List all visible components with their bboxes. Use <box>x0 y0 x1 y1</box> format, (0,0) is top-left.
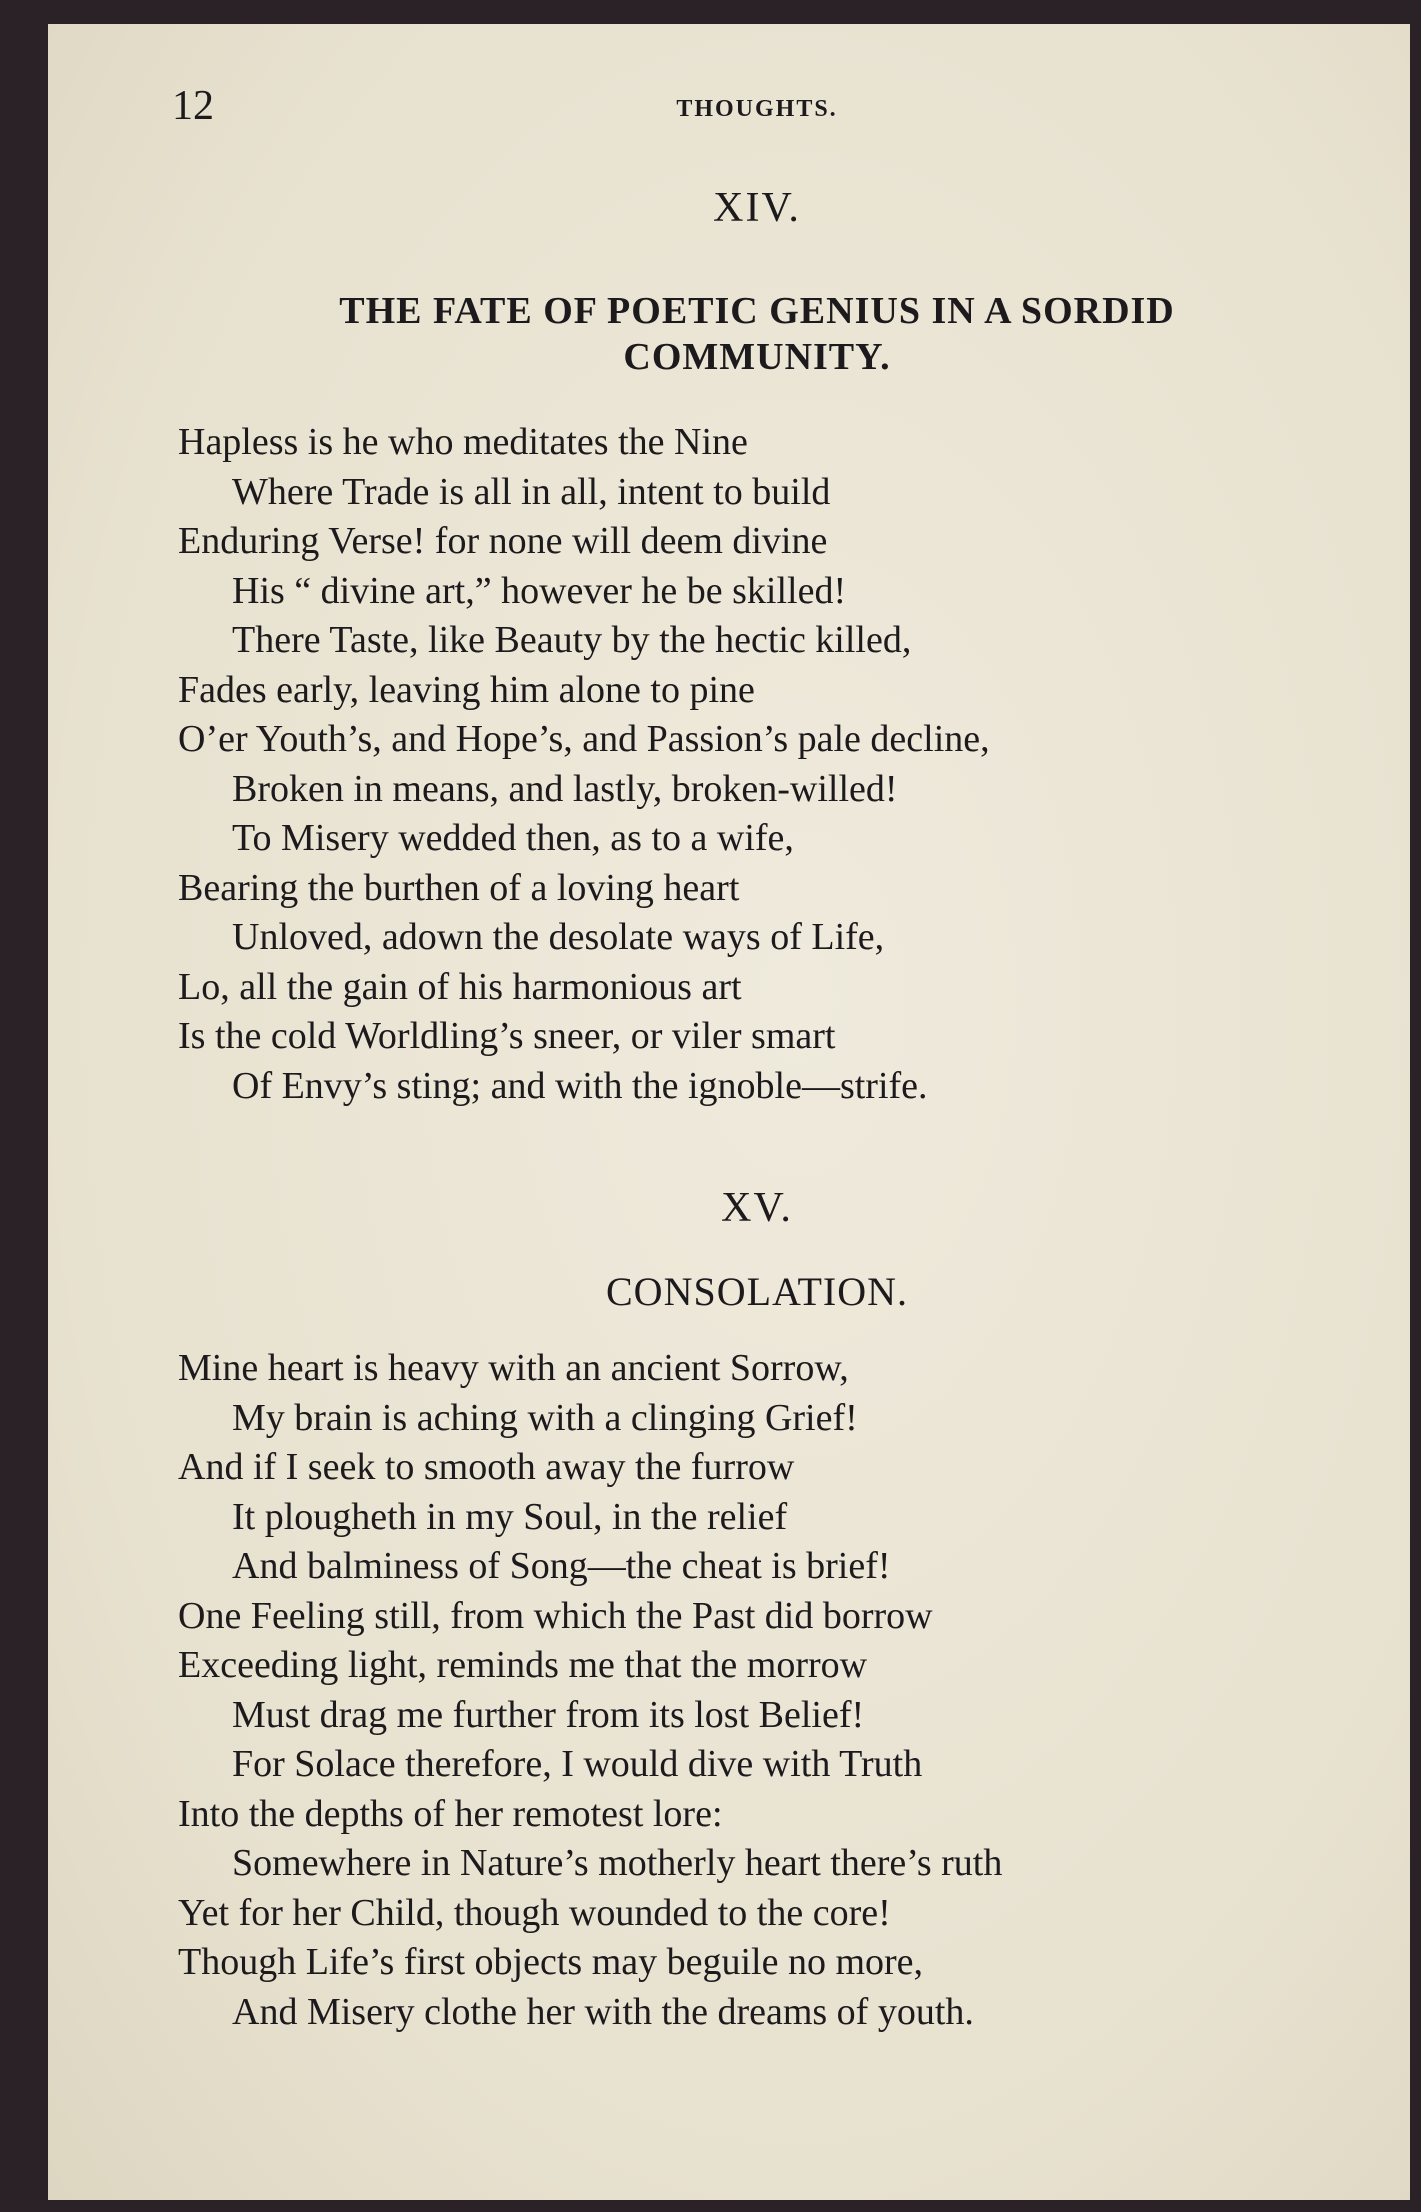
poem-line: It plougheth in my Soul, in the relief <box>232 1495 788 1538</box>
poem-line: O’er Youth’s, and Hope’s, and Passion’s pale decline, <box>178 718 990 760</box>
section-numeral: XIV. <box>713 185 801 231</box>
poem-line: Exceeding light, reminds me that the morrow <box>178 1644 868 1686</box>
poem-line: Into the depths of her remotest lore: <box>178 1792 723 1835</box>
poem-line: Somewhere in Nature’s motherly heart there’s ruth <box>232 1842 1003 1884</box>
poem-line: Enduring Verse! for none will deem divine <box>178 520 828 562</box>
poem-line: And Misery clothe her with the dreams of youth. <box>232 1990 974 2033</box>
poem-line: To Misery wedded then, as to a wife, <box>232 817 794 859</box>
page-number: 12 <box>172 83 214 129</box>
section-title-line: THE FATE OF POETIC GENIUS IN A SORDID <box>339 290 1175 332</box>
poem-line: Hapless is he who meditates the Nine <box>178 421 748 463</box>
poem-line: Of Envy’s sting; and with the ignoble—strife. <box>232 1064 928 1107</box>
section-title: CONSOLATION. <box>606 1269 908 1314</box>
poem-line: Is the cold Worldling’s sneer, or viler smart <box>178 1015 836 1057</box>
poem-line: His “ divine art,” however he be skilled! <box>232 569 847 612</box>
poem-line: One Feeling still, from which the Past did borrow <box>178 1594 933 1637</box>
poem-stanza <box>178 1344 1358 2037</box>
section-title <box>172 288 1342 380</box>
section-numeral: XV. <box>721 1185 793 1231</box>
poem-line: Where Trade is all in all, intent to build <box>232 470 831 513</box>
poem-line: Yet for her Child, though wounded to the core! <box>178 1891 891 1934</box>
poem-line: Lo, all the gain of his harmonious art <box>178 965 742 1008</box>
poem-line: Broken in means, and lastly, broken-willed! <box>232 767 898 810</box>
poem-line: Must drag me further from its lost Belief! <box>232 1693 865 1736</box>
poem-line: Bearing the burthen of a loving heart <box>178 866 740 909</box>
running-title: THOUGHTS. <box>676 96 838 122</box>
poem-line: For Solace therefore, I would dive with Truth <box>232 1743 923 1785</box>
poem-line: Unloved, adown the desolate ways of Life, <box>232 916 885 958</box>
book-page <box>48 24 1410 2200</box>
poem-line: Fades early, leaving him alone to pine <box>178 668 755 711</box>
poem-stanza <box>178 418 1358 1111</box>
poem-line: And balminess of Song—the cheat is brief! <box>232 1545 891 1587</box>
poem-line: Though Life’s first objects may beguile no more, <box>178 1941 924 1983</box>
poem-line: And if I seek to smooth away the furrow <box>178 1446 795 1488</box>
section-title-line: COMMUNITY. <box>623 336 891 378</box>
poem-line: Mine heart is heavy with an ancient Sorrow, <box>178 1347 849 1389</box>
poem-line: My brain is aching with a clinging Grief! <box>232 1396 858 1439</box>
poem-line: There Taste, like Beauty by the hectic killed, <box>232 619 912 661</box>
running-header <box>172 82 1342 142</box>
